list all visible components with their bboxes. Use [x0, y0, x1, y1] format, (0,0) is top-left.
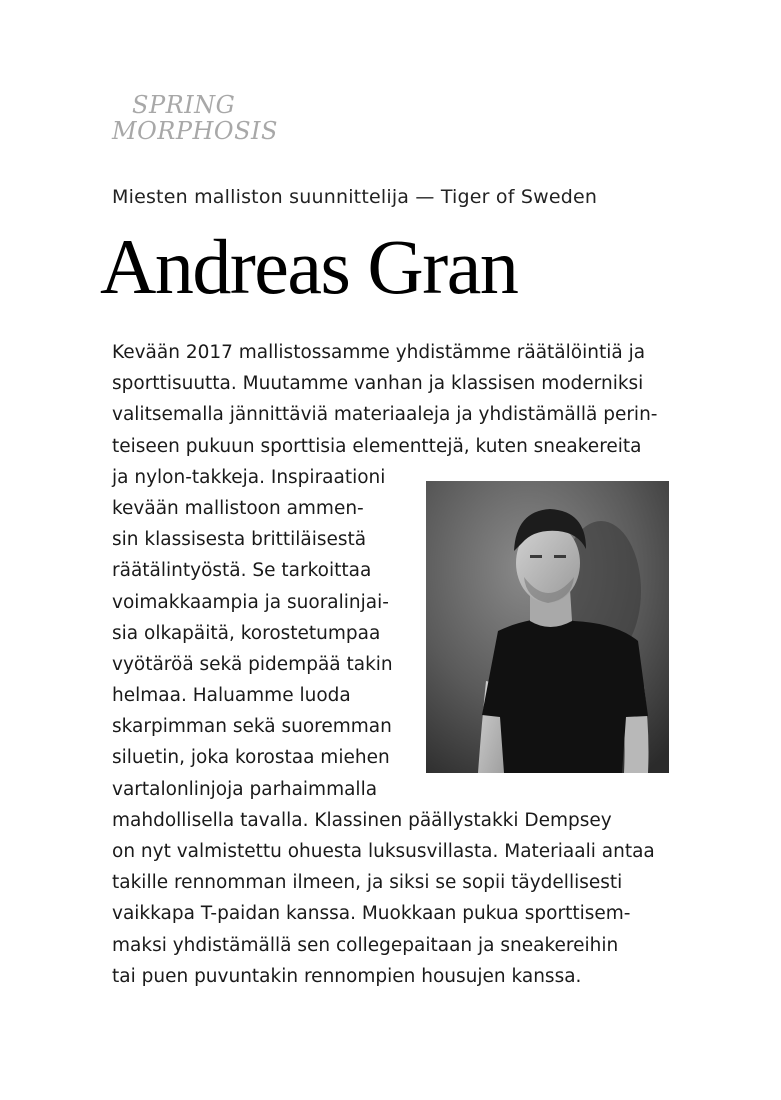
body-line: maksi yhdistämällä sen collegepaitaan ja sneakereihin: [112, 934, 619, 956]
body-line: sia olkapäitä, korostetumpaa: [112, 622, 381, 644]
body-line: räätälintyöstä. Se tarkoittaa: [112, 560, 372, 582]
body-line: mahdollisella tavalla. Klassinen päällystakki Dempsey: [112, 809, 612, 831]
body-line: vyötäröä sekä pidempää takin: [112, 653, 393, 675]
body-line: valitsemalla jännittäviä materiaaleja ja yhdistämällä perin-: [112, 404, 658, 426]
body-line: vaikkapa T-paidan kanssa. Muokkaan pukua sporttisem-: [112, 903, 631, 925]
page-title: Andreas Gran: [100, 223, 518, 310]
body-line: skarpimman sekä suoremman: [112, 716, 392, 738]
body-line: teiseen pukuun sporttisia elementtejä, kuten sneakereita: [112, 435, 642, 457]
designer-portrait-photo: [426, 481, 669, 773]
designer-subtitle: Miesten malliston suunnittelija — Tiger of Sweden: [112, 186, 598, 208]
body-line: ja nylon-takkeja. Inspiraationi: [112, 466, 386, 488]
kicker-line-2: MORPHOSIS: [112, 117, 278, 145]
body-line: tai puen puvuntakin rennompien housujen kanssa.: [112, 965, 582, 987]
body-line: helmaa. Haluamme luoda: [112, 685, 351, 707]
body-line: sin klassisesta brittiläisestä: [112, 529, 367, 551]
body-line: kevään mallistoon ammen-: [112, 497, 364, 519]
body-line: sporttisuutta. Muutamme vanhan ja klassisen moderniksi: [112, 373, 644, 395]
body-line: voimakkaampia ja suoralinjai-: [112, 591, 389, 613]
body-line: siluetin, joka korostaa miehen: [112, 747, 390, 769]
body-line: Kevään 2017 mallistossamme yhdistämme räätälöintiä ja: [112, 342, 646, 363]
kicker-line-1: SPRING: [132, 91, 236, 119]
body-line: takille rennomman ilmeen, ja siksi se sopii täydellisesti: [112, 872, 623, 894]
body-line: vartalonlinjoja parhaimmalla: [112, 778, 378, 800]
body-line: on nyt valmistettu ohuesta luksusvillasta. Materiaali antaa: [112, 841, 655, 862]
section-kicker: [112, 92, 278, 144]
